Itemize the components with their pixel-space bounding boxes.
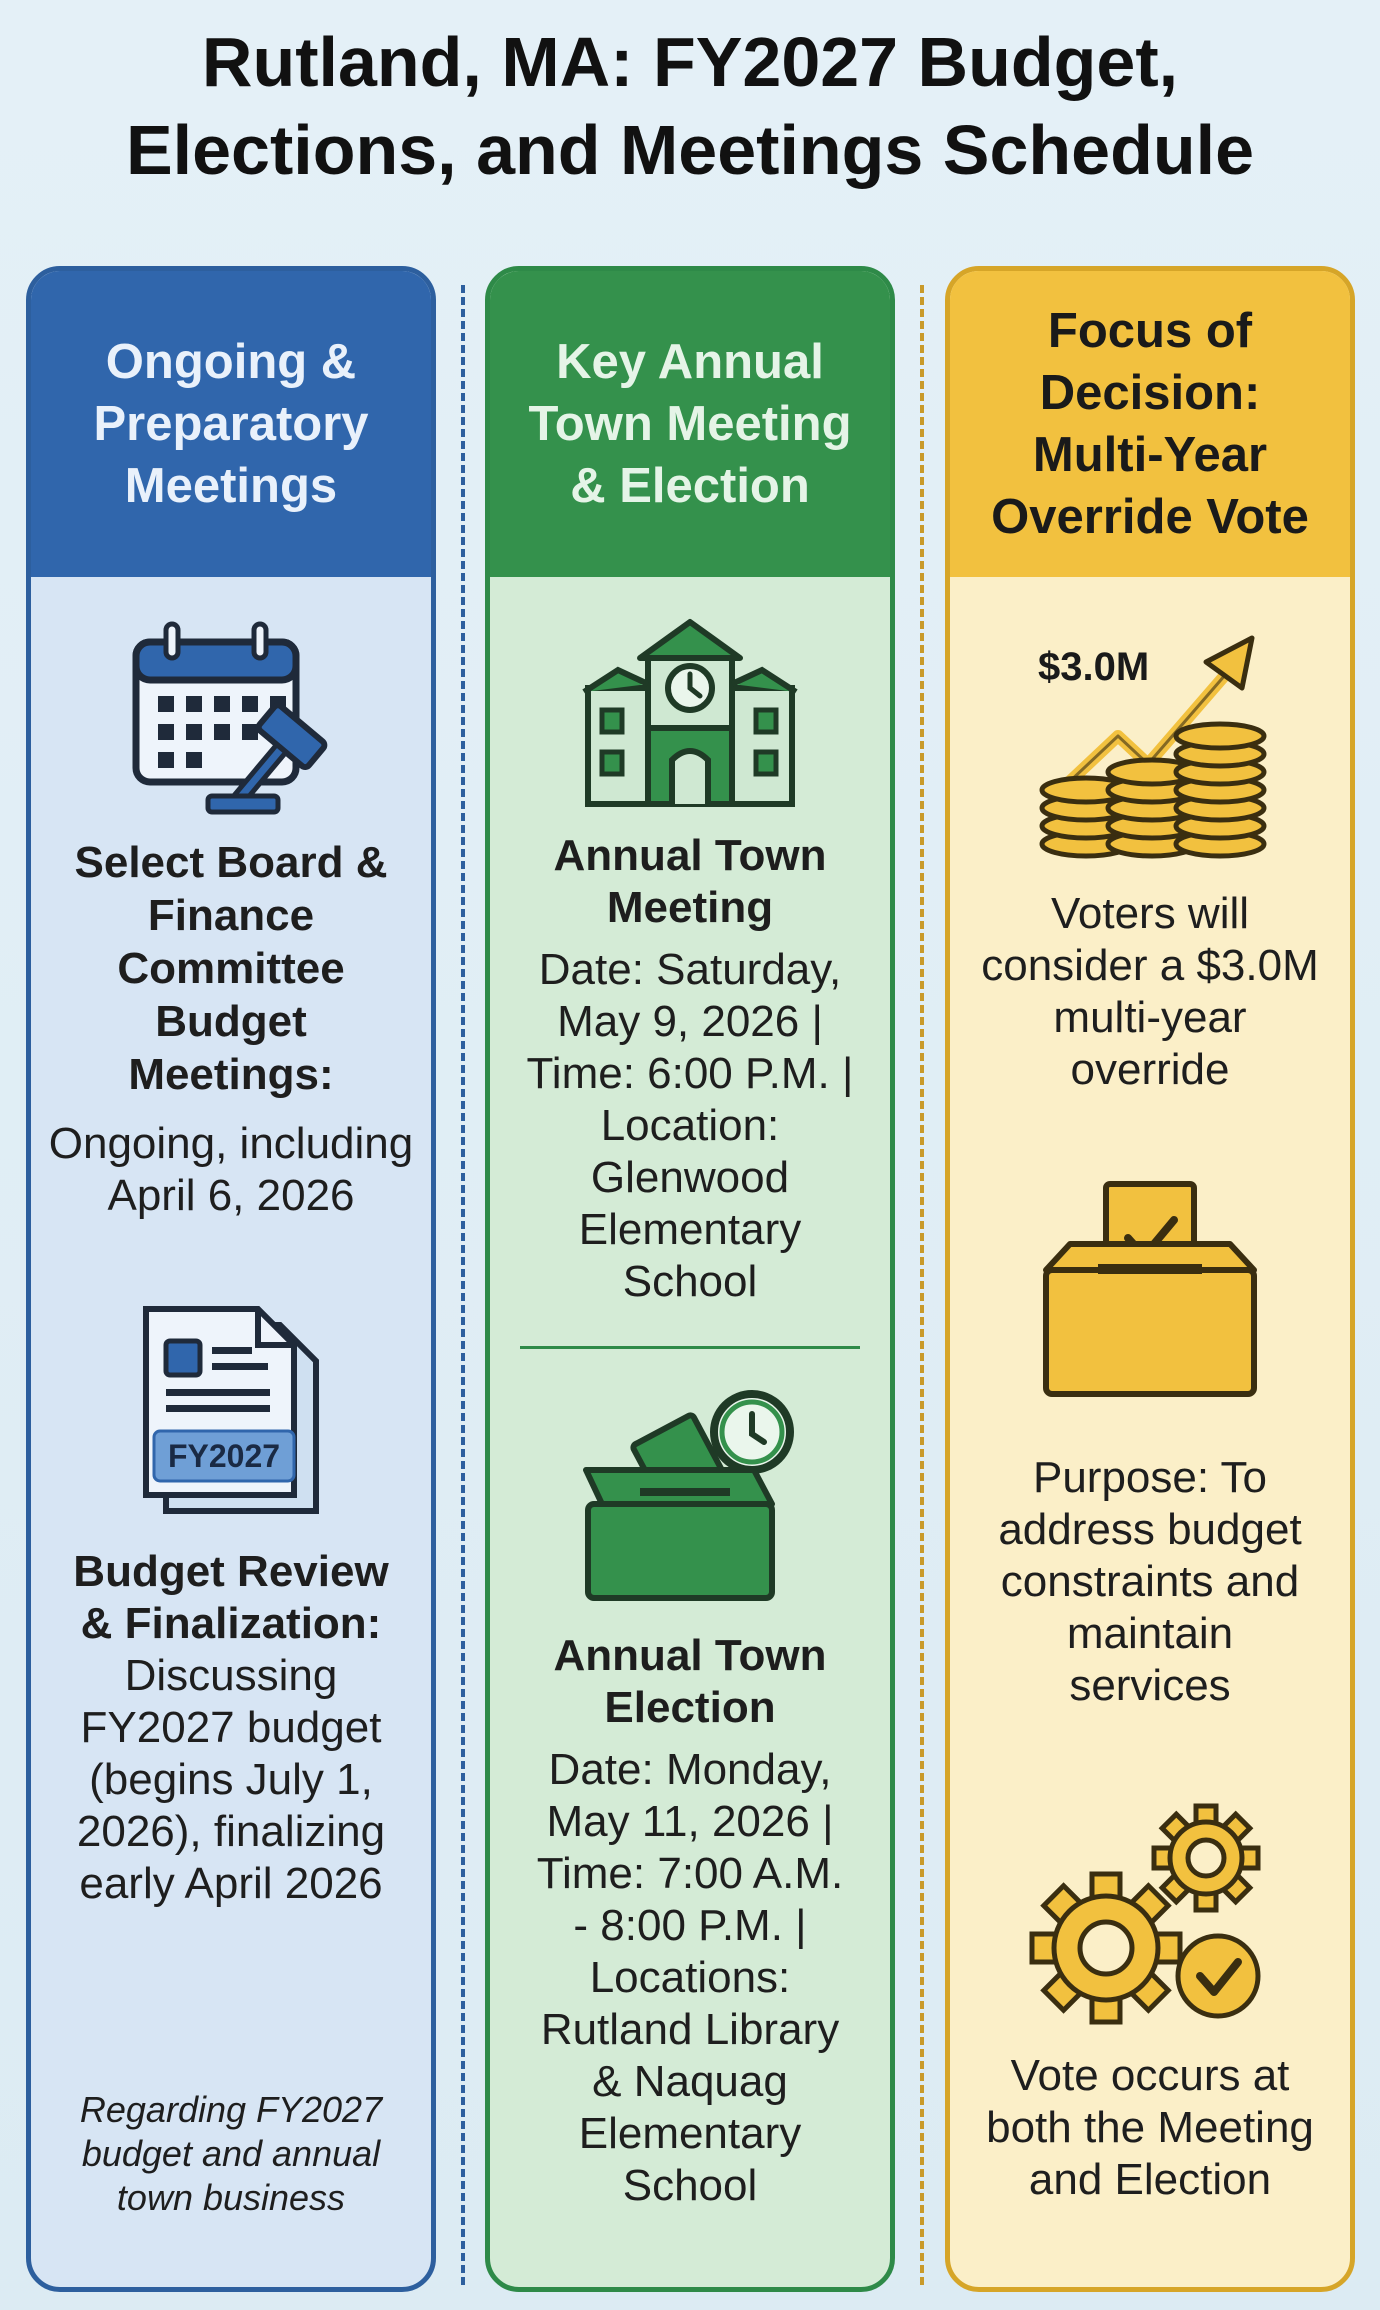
text-line: Date: Saturday, [538, 945, 842, 994]
text-line: May 9, 2026 | [557, 997, 823, 1046]
text-line: Finance [147, 891, 315, 940]
text-line: multi-year [1053, 993, 1247, 1042]
title-line-2: Elections, and Meetings Schedule [125, 111, 1255, 189]
header-line: Override Vote [991, 490, 1309, 544]
ongoing-note [36, 2088, 426, 2220]
text-line: and Election [1028, 2155, 1272, 2204]
page-title [0, 18, 1380, 194]
coins-growth-icon [1030, 630, 1270, 860]
text-line: Meeting [606, 883, 774, 932]
header-line: Town Meeting [528, 397, 852, 451]
header-line: & Election [570, 459, 810, 513]
text-line: (begins July 1, [89, 1755, 373, 1804]
annual-meeting-title [495, 830, 885, 934]
text-line: May 11, 2026 | [546, 1797, 834, 1846]
text-line: Purpose: To [1032, 1453, 1267, 1502]
text-line: budget and annual [81, 2133, 381, 2174]
text-line: Time: 7:00 A.M. [536, 1849, 844, 1898]
text-line: 2026), finalizing [76, 1807, 386, 1856]
text-line: Glenwood [590, 1153, 790, 1202]
header-line: Multi-Year [1032, 428, 1268, 482]
text-line: School [622, 2161, 758, 2210]
text-line: services [1069, 1661, 1231, 1710]
text-line: town business [116, 2177, 346, 2218]
text-line: consider a $3.0M [981, 941, 1319, 990]
annual-election-title [495, 1630, 885, 1734]
override-amount-text [955, 888, 1345, 1096]
text-line: maintain [1066, 1609, 1234, 1658]
ballot-box-clock-icon [580, 1380, 805, 1605]
text-line: & Naquag [592, 2057, 788, 2106]
text-line: Budget [155, 997, 307, 1046]
text-line: Annual Town [553, 1631, 827, 1680]
text-line: FY2027 budget [80, 1703, 382, 1752]
calendar-gavel-icon [130, 620, 330, 820]
header-line: Focus of [1047, 304, 1253, 358]
title-line-1: Rutland, MA: FY2027 Budget, [201, 23, 1179, 101]
text-line: Rutland Library [540, 2005, 840, 2054]
text-line: Elementary [578, 1205, 802, 1254]
budget-review-details [36, 1650, 426, 1910]
text-line: Meetings: [128, 1050, 334, 1099]
text-line: Select Board & [74, 838, 388, 887]
budget-review-title [36, 1546, 426, 1650]
override-purpose-text [955, 1452, 1345, 1712]
annual-column-header [490, 271, 890, 577]
text-line: Committee [117, 944, 345, 993]
text-line: constraints and [1000, 1557, 1300, 1606]
text-line: School [622, 1257, 758, 1306]
text-line: both the Meeting [986, 2103, 1314, 2152]
header-line: Meetings [124, 459, 338, 513]
text-line: Voters will [1050, 889, 1250, 938]
column-divider-left [461, 285, 465, 2285]
text-line: override [1070, 1045, 1230, 1094]
text-line: Date: Monday, [548, 1745, 832, 1794]
budget-document-icon [140, 1305, 330, 1515]
text-line: April 6, 2026 [107, 1171, 355, 1220]
annual-section-divider [520, 1346, 860, 1349]
text-line: Budget Review [73, 1547, 389, 1596]
annual-meeting-details [495, 944, 885, 1308]
gears-check-icon [1036, 1802, 1272, 2032]
ongoing-meetings-column [26, 266, 436, 2292]
column-divider-right [920, 285, 924, 2285]
text-line: - 8:00 P.M. | [573, 1901, 807, 1950]
text-line: Ongoing, including [48, 1119, 414, 1168]
select-board-details [36, 1118, 426, 1222]
text-line: Locations: [589, 1953, 791, 2002]
annual-election-details [495, 1744, 885, 2212]
text-line: early April 2026 [79, 1859, 383, 1908]
ongoing-column-header [31, 271, 431, 577]
vote-occurs-text [955, 2050, 1345, 2206]
text-line: & Finalization: [80, 1599, 382, 1648]
text-line: Discussing [124, 1651, 338, 1700]
header-line: Key Annual [556, 335, 824, 389]
text-line: Annual Town [553, 831, 827, 880]
ballot-box-check-icon [1040, 1180, 1260, 1400]
text-line: Election [604, 1683, 776, 1732]
header-line: Ongoing & [105, 335, 357, 389]
text-line: Time: 6:00 P.M. | [526, 1049, 854, 1098]
text-line: Vote occurs at [1010, 2051, 1290, 2100]
text-line: address budget [998, 1505, 1302, 1554]
town-hall-icon [584, 618, 796, 808]
header-line: Preparatory [93, 397, 369, 451]
text-line: Location: [600, 1101, 780, 1150]
select-board-title [36, 836, 426, 1101]
text-line: Elementary [578, 2109, 802, 2158]
text-line: Regarding FY2027 [79, 2089, 383, 2130]
coins-amount-label: $3.0M [1038, 645, 1150, 689]
fy2027-icon-label: FY2027 [167, 1438, 281, 1474]
focus-column-header [950, 271, 1350, 577]
header-line: Decision: [1039, 366, 1261, 420]
